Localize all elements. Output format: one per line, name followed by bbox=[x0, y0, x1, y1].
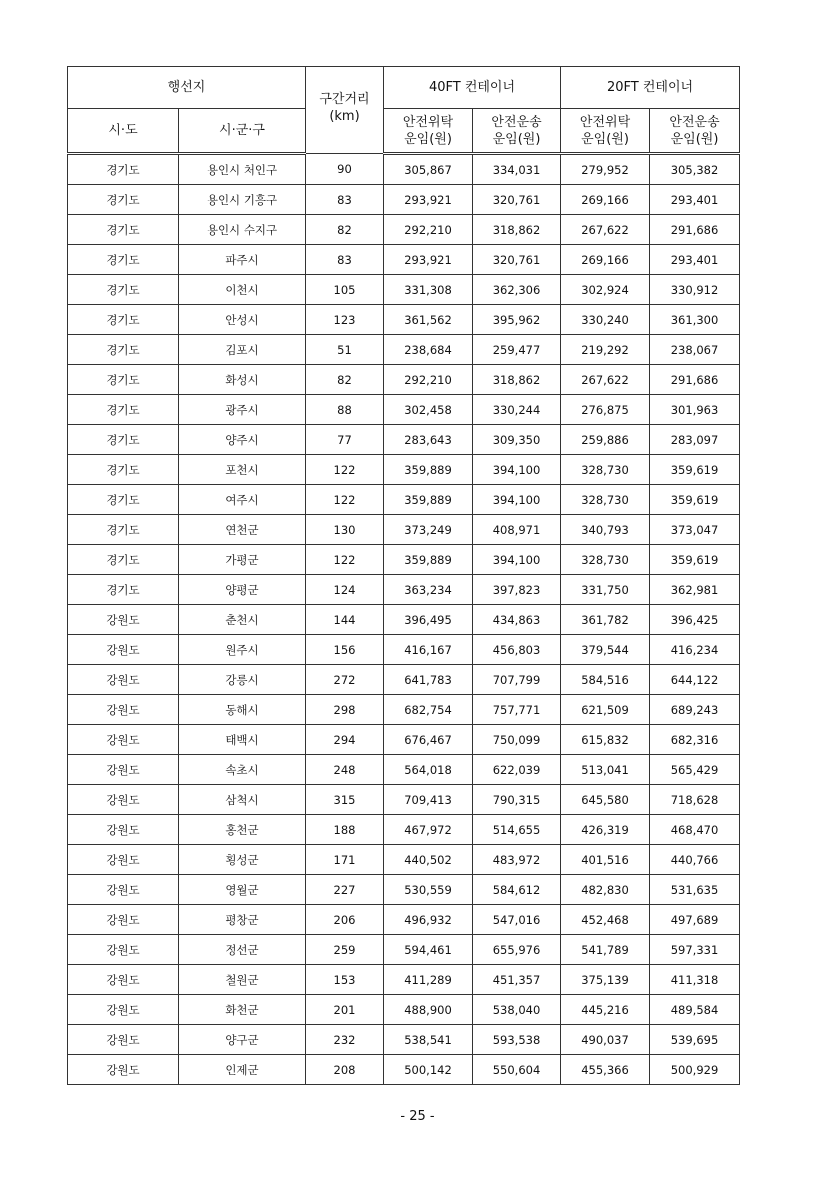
cell-40ft-entrust: 467,972 bbox=[384, 815, 473, 845]
cell-40ft-entrust: 359,889 bbox=[384, 485, 473, 515]
cell-40ft-transport: 750,099 bbox=[473, 725, 561, 755]
cell-40ft-transport: 397,823 bbox=[473, 575, 561, 605]
cell-20ft-transport: 293,401 bbox=[650, 245, 740, 275]
cell-20ft-transport: 682,316 bbox=[650, 725, 740, 755]
cell-40ft-transport: 394,100 bbox=[473, 545, 561, 575]
cell-40ft-entrust: 359,889 bbox=[384, 545, 473, 575]
cell-20ft-transport: 416,234 bbox=[650, 635, 740, 665]
cell-40ft-entrust: 641,783 bbox=[384, 665, 473, 695]
table-row bbox=[68, 545, 740, 575]
header-rate-label: 운임(원) bbox=[581, 131, 629, 147]
cell-40ft-transport: 362,306 bbox=[473, 275, 561, 305]
table-row bbox=[68, 1055, 740, 1085]
header-sido: 시·도 bbox=[68, 109, 179, 154]
cell-sigungu: 평창군 bbox=[179, 905, 306, 935]
cell-20ft-entrust: 259,886 bbox=[561, 425, 650, 455]
cell-40ft-entrust: 331,308 bbox=[384, 275, 473, 305]
cell-20ft-transport: 689,243 bbox=[650, 695, 740, 725]
cell-40ft-entrust: 238,684 bbox=[384, 335, 473, 365]
cell-20ft-transport: 597,331 bbox=[650, 935, 740, 965]
cell-sigungu: 용인시 기흥구 bbox=[179, 185, 306, 215]
cell-sido: 경기도 bbox=[68, 485, 179, 515]
cell-40ft-transport: 622,039 bbox=[473, 755, 561, 785]
header-transport-label: 안전운송 bbox=[669, 114, 720, 130]
cell-20ft-transport: 497,689 bbox=[650, 905, 740, 935]
cell-sigungu: 화성시 bbox=[179, 365, 306, 395]
cell-sigungu: 이천시 bbox=[179, 275, 306, 305]
cell-40ft-entrust: 293,921 bbox=[384, 185, 473, 215]
header-40ft: 40FT 컨테이너 bbox=[384, 67, 561, 109]
cell-40ft-transport: 320,761 bbox=[473, 185, 561, 215]
cell-20ft-transport: 330,912 bbox=[650, 275, 740, 305]
cell-sido: 강원도 bbox=[68, 635, 179, 665]
cell-40ft-entrust: 373,249 bbox=[384, 515, 473, 545]
cell-sigungu: 춘천시 bbox=[179, 605, 306, 635]
cell-sido: 강원도 bbox=[68, 815, 179, 845]
table-row bbox=[68, 965, 740, 995]
cell-40ft-transport: 757,771 bbox=[473, 695, 561, 725]
cell-40ft-entrust: 302,458 bbox=[384, 395, 473, 425]
cell-sigungu: 파주시 bbox=[179, 245, 306, 275]
cell-20ft-entrust: 269,166 bbox=[561, 245, 650, 275]
table-row bbox=[68, 425, 740, 455]
cell-40ft-transport: 259,477 bbox=[473, 335, 561, 365]
cell-distance: 171 bbox=[306, 845, 384, 875]
cell-20ft-entrust: 302,924 bbox=[561, 275, 650, 305]
cell-distance: 201 bbox=[306, 995, 384, 1025]
cell-20ft-entrust: 541,789 bbox=[561, 935, 650, 965]
cell-20ft-entrust: 445,216 bbox=[561, 995, 650, 1025]
cell-20ft-transport: 539,695 bbox=[650, 1025, 740, 1055]
cell-distance: 82 bbox=[306, 365, 384, 395]
cell-40ft-entrust: 305,867 bbox=[384, 154, 473, 185]
cell-distance: 105 bbox=[306, 275, 384, 305]
header-destination: 행선지 bbox=[68, 67, 306, 109]
cell-40ft-transport: 655,976 bbox=[473, 935, 561, 965]
cell-sigungu: 양구군 bbox=[179, 1025, 306, 1055]
cell-20ft-transport: 644,122 bbox=[650, 665, 740, 695]
cell-20ft-entrust: 645,580 bbox=[561, 785, 650, 815]
table-row bbox=[68, 515, 740, 545]
cell-sido: 강원도 bbox=[68, 695, 179, 725]
cell-sido: 경기도 bbox=[68, 335, 179, 365]
table-row bbox=[68, 935, 740, 965]
cell-20ft-entrust: 361,782 bbox=[561, 605, 650, 635]
table-row bbox=[68, 485, 740, 515]
cell-distance: 83 bbox=[306, 185, 384, 215]
cell-sido: 강원도 bbox=[68, 875, 179, 905]
table-row bbox=[68, 335, 740, 365]
cell-sigungu: 정선군 bbox=[179, 935, 306, 965]
cell-20ft-entrust: 615,832 bbox=[561, 725, 650, 755]
cell-20ft-transport: 396,425 bbox=[650, 605, 740, 635]
cell-distance: 124 bbox=[306, 575, 384, 605]
cell-40ft-transport: 790,315 bbox=[473, 785, 561, 815]
cell-20ft-transport: 359,619 bbox=[650, 485, 740, 515]
table-row bbox=[68, 1025, 740, 1055]
table-row bbox=[68, 695, 740, 725]
cell-sido: 강원도 bbox=[68, 725, 179, 755]
cell-20ft-entrust: 426,319 bbox=[561, 815, 650, 845]
cell-sido: 강원도 bbox=[68, 665, 179, 695]
cell-40ft-transport: 434,863 bbox=[473, 605, 561, 635]
cell-20ft-entrust: 328,730 bbox=[561, 485, 650, 515]
table-row bbox=[68, 455, 740, 485]
cell-40ft-transport: 514,655 bbox=[473, 815, 561, 845]
cell-40ft-entrust: 359,889 bbox=[384, 455, 473, 485]
cell-20ft-transport: 468,470 bbox=[650, 815, 740, 845]
cell-sido: 경기도 bbox=[68, 455, 179, 485]
cell-20ft-transport: 411,318 bbox=[650, 965, 740, 995]
table-row bbox=[68, 395, 740, 425]
cell-20ft-entrust: 267,622 bbox=[561, 365, 650, 395]
cell-20ft-entrust: 340,793 bbox=[561, 515, 650, 545]
header-entrust-label: 안전위탁 bbox=[402, 114, 454, 130]
cell-40ft-transport: 483,972 bbox=[473, 845, 561, 875]
table-row bbox=[68, 575, 740, 605]
cell-40ft-transport: 707,799 bbox=[473, 665, 561, 695]
cell-20ft-entrust: 379,544 bbox=[561, 635, 650, 665]
cell-distance: 122 bbox=[306, 485, 384, 515]
cell-sido: 강원도 bbox=[68, 1025, 179, 1055]
cell-sigungu: 화천군 bbox=[179, 995, 306, 1025]
table-row bbox=[68, 665, 740, 695]
cell-40ft-transport: 408,971 bbox=[473, 515, 561, 545]
table-row bbox=[68, 755, 740, 785]
cell-sigungu: 가평군 bbox=[179, 545, 306, 575]
cell-sigungu: 용인시 수지구 bbox=[179, 215, 306, 245]
cell-40ft-entrust: 283,643 bbox=[384, 425, 473, 455]
cell-sigungu: 홍천군 bbox=[179, 815, 306, 845]
header-distance bbox=[306, 67, 384, 154]
table-row bbox=[68, 215, 740, 245]
header-20ft-entrust bbox=[561, 109, 650, 154]
cell-sigungu: 용인시 처인구 bbox=[179, 154, 306, 185]
cell-sido: 경기도 bbox=[68, 305, 179, 335]
table-row bbox=[68, 154, 740, 185]
cell-sido: 경기도 bbox=[68, 365, 179, 395]
cell-40ft-transport: 318,862 bbox=[473, 365, 561, 395]
cell-40ft-entrust: 363,234 bbox=[384, 575, 473, 605]
cell-sigungu: 양주시 bbox=[179, 425, 306, 455]
cell-distance: 123 bbox=[306, 305, 384, 335]
cell-20ft-transport: 291,686 bbox=[650, 215, 740, 245]
cell-20ft-entrust: 584,516 bbox=[561, 665, 650, 695]
cell-sido: 경기도 bbox=[68, 215, 179, 245]
header-rate-label: 운임(원) bbox=[670, 131, 719, 147]
table-row bbox=[68, 785, 740, 815]
cell-distance: 259 bbox=[306, 935, 384, 965]
header-40ft-entrust bbox=[384, 109, 473, 154]
cell-40ft-transport: 451,357 bbox=[473, 965, 561, 995]
cell-40ft-entrust: 500,142 bbox=[384, 1055, 473, 1085]
cell-sigungu: 영월군 bbox=[179, 875, 306, 905]
cell-sido: 경기도 bbox=[68, 575, 179, 605]
header-20ft-transport bbox=[650, 109, 740, 154]
cell-distance: 130 bbox=[306, 515, 384, 545]
table-row bbox=[68, 995, 740, 1025]
cell-distance: 156 bbox=[306, 635, 384, 665]
cell-sido: 경기도 bbox=[68, 275, 179, 305]
cell-sido: 강원도 bbox=[68, 935, 179, 965]
cell-40ft-transport: 330,244 bbox=[473, 395, 561, 425]
cell-sigungu: 광주시 bbox=[179, 395, 306, 425]
cell-sido: 경기도 bbox=[68, 545, 179, 575]
cell-sigungu: 인제군 bbox=[179, 1055, 306, 1085]
cell-sigungu: 속초시 bbox=[179, 755, 306, 785]
cell-sigungu: 원주시 bbox=[179, 635, 306, 665]
table-row bbox=[68, 815, 740, 845]
cell-40ft-transport: 394,100 bbox=[473, 455, 561, 485]
cell-20ft-transport: 718,628 bbox=[650, 785, 740, 815]
cell-distance: 208 bbox=[306, 1055, 384, 1085]
cell-20ft-entrust: 482,830 bbox=[561, 875, 650, 905]
table-row bbox=[68, 875, 740, 905]
cell-20ft-entrust: 513,041 bbox=[561, 755, 650, 785]
cell-distance: 248 bbox=[306, 755, 384, 785]
cell-sido: 경기도 bbox=[68, 515, 179, 545]
cell-40ft-entrust: 292,210 bbox=[384, 365, 473, 395]
cell-distance: 298 bbox=[306, 695, 384, 725]
cell-20ft-transport: 489,584 bbox=[650, 995, 740, 1025]
cell-distance: 315 bbox=[306, 785, 384, 815]
cell-distance: 153 bbox=[306, 965, 384, 995]
cell-sigungu: 동해시 bbox=[179, 695, 306, 725]
cell-distance: 51 bbox=[306, 335, 384, 365]
cell-20ft-entrust: 455,366 bbox=[561, 1055, 650, 1085]
cell-20ft-transport: 293,401 bbox=[650, 185, 740, 215]
cell-sigungu: 철원군 bbox=[179, 965, 306, 995]
table-row bbox=[68, 725, 740, 755]
header-rate-label: 운임(원) bbox=[492, 131, 541, 147]
cell-40ft-entrust: 538,541 bbox=[384, 1025, 473, 1055]
cell-40ft-transport: 334,031 bbox=[473, 154, 561, 185]
cell-40ft-transport: 593,538 bbox=[473, 1025, 561, 1055]
cell-20ft-transport: 531,635 bbox=[650, 875, 740, 905]
header-20ft: 20FT 컨테이너 bbox=[561, 67, 740, 109]
cell-sido: 강원도 bbox=[68, 995, 179, 1025]
cell-40ft-entrust: 488,900 bbox=[384, 995, 473, 1025]
cell-20ft-entrust: 330,240 bbox=[561, 305, 650, 335]
cell-40ft-transport: 550,604 bbox=[473, 1055, 561, 1085]
table-row bbox=[68, 905, 740, 935]
table-header bbox=[68, 67, 740, 154]
cell-20ft-transport: 373,047 bbox=[650, 515, 740, 545]
cell-sido: 강원도 bbox=[68, 1055, 179, 1085]
header-40ft-transport bbox=[473, 109, 561, 154]
cell-20ft-transport: 291,686 bbox=[650, 365, 740, 395]
cell-20ft-transport: 440,766 bbox=[650, 845, 740, 875]
page-number: - 25 - bbox=[400, 1109, 435, 1124]
cell-sigungu: 여주시 bbox=[179, 485, 306, 515]
cell-40ft-entrust: 411,289 bbox=[384, 965, 473, 995]
cell-sigungu: 강릉시 bbox=[179, 665, 306, 695]
cell-20ft-entrust: 279,952 bbox=[561, 154, 650, 185]
cell-40ft-transport: 538,040 bbox=[473, 995, 561, 1025]
cell-40ft-transport: 547,016 bbox=[473, 905, 561, 935]
cell-distance: 82 bbox=[306, 215, 384, 245]
cell-distance: 122 bbox=[306, 545, 384, 575]
cell-40ft-transport: 584,612 bbox=[473, 875, 561, 905]
cell-sigungu: 삼척시 bbox=[179, 785, 306, 815]
cell-sigungu: 연천군 bbox=[179, 515, 306, 545]
cell-40ft-transport: 320,761 bbox=[473, 245, 561, 275]
cell-sido: 경기도 bbox=[68, 154, 179, 185]
cell-sido: 경기도 bbox=[68, 245, 179, 275]
cell-20ft-transport: 359,619 bbox=[650, 545, 740, 575]
cell-sigungu: 태백시 bbox=[179, 725, 306, 755]
cell-20ft-entrust: 452,468 bbox=[561, 905, 650, 935]
cell-sigungu: 안성시 bbox=[179, 305, 306, 335]
cell-40ft-entrust: 361,562 bbox=[384, 305, 473, 335]
cell-distance: 122 bbox=[306, 455, 384, 485]
cell-20ft-entrust: 331,750 bbox=[561, 575, 650, 605]
cell-40ft-entrust: 293,921 bbox=[384, 245, 473, 275]
table-row bbox=[68, 365, 740, 395]
cell-sigungu: 김포시 bbox=[179, 335, 306, 365]
cell-sido: 강원도 bbox=[68, 755, 179, 785]
cell-sido: 강원도 bbox=[68, 905, 179, 935]
table-row bbox=[68, 845, 740, 875]
cell-20ft-transport: 361,300 bbox=[650, 305, 740, 335]
cell-20ft-entrust: 267,622 bbox=[561, 215, 650, 245]
cell-40ft-transport: 395,962 bbox=[473, 305, 561, 335]
table-row bbox=[68, 635, 740, 665]
cell-20ft-transport: 238,067 bbox=[650, 335, 740, 365]
cell-sido: 강원도 bbox=[68, 785, 179, 815]
cell-40ft-entrust: 440,502 bbox=[384, 845, 473, 875]
table-row bbox=[68, 245, 740, 275]
cell-20ft-entrust: 401,516 bbox=[561, 845, 650, 875]
cell-distance: 272 bbox=[306, 665, 384, 695]
cell-distance: 227 bbox=[306, 875, 384, 905]
cell-40ft-entrust: 416,167 bbox=[384, 635, 473, 665]
cell-sigungu: 횡성군 bbox=[179, 845, 306, 875]
cell-distance: 232 bbox=[306, 1025, 384, 1055]
cell-20ft-transport: 301,963 bbox=[650, 395, 740, 425]
cell-40ft-entrust: 396,495 bbox=[384, 605, 473, 635]
cell-20ft-transport: 565,429 bbox=[650, 755, 740, 785]
cell-distance: 294 bbox=[306, 725, 384, 755]
cell-sigungu: 양평군 bbox=[179, 575, 306, 605]
cell-20ft-entrust: 269,166 bbox=[561, 185, 650, 215]
header-sigungu: 시·군·구 bbox=[179, 109, 306, 154]
header-transport-label: 안전운송 bbox=[491, 114, 542, 130]
cell-distance: 144 bbox=[306, 605, 384, 635]
cell-20ft-entrust: 490,037 bbox=[561, 1025, 650, 1055]
cell-20ft-transport: 362,981 bbox=[650, 575, 740, 605]
cell-distance: 206 bbox=[306, 905, 384, 935]
cell-sido: 경기도 bbox=[68, 395, 179, 425]
table-row bbox=[68, 275, 740, 305]
cell-20ft-transport: 359,619 bbox=[650, 455, 740, 485]
cell-20ft-entrust: 375,139 bbox=[561, 965, 650, 995]
cell-distance: 188 bbox=[306, 815, 384, 845]
cell-sido: 강원도 bbox=[68, 605, 179, 635]
cell-20ft-entrust: 219,292 bbox=[561, 335, 650, 365]
table-body bbox=[68, 154, 740, 1085]
cell-40ft-entrust: 292,210 bbox=[384, 215, 473, 245]
cell-40ft-entrust: 594,461 bbox=[384, 935, 473, 965]
table-row bbox=[68, 605, 740, 635]
cell-distance: 88 bbox=[306, 395, 384, 425]
cell-20ft-transport: 283,097 bbox=[650, 425, 740, 455]
cell-distance: 90 bbox=[306, 154, 384, 185]
cell-40ft-entrust: 709,413 bbox=[384, 785, 473, 815]
cell-40ft-entrust: 682,754 bbox=[384, 695, 473, 725]
cell-40ft-entrust: 496,932 bbox=[384, 905, 473, 935]
cell-40ft-entrust: 676,467 bbox=[384, 725, 473, 755]
cell-40ft-transport: 394,100 bbox=[473, 485, 561, 515]
header-rate-label: 운임(원) bbox=[404, 131, 452, 147]
cell-20ft-entrust: 621,509 bbox=[561, 695, 650, 725]
cell-40ft-transport: 456,803 bbox=[473, 635, 561, 665]
cell-sido: 강원도 bbox=[68, 845, 179, 875]
cell-40ft-entrust: 564,018 bbox=[384, 755, 473, 785]
table-row bbox=[68, 185, 740, 215]
cell-sido: 경기도 bbox=[68, 425, 179, 455]
header-distance-unit: (km) bbox=[329, 109, 360, 124]
cell-20ft-entrust: 328,730 bbox=[561, 545, 650, 575]
cell-20ft-transport: 305,382 bbox=[650, 154, 740, 185]
cell-40ft-transport: 309,350 bbox=[473, 425, 561, 455]
cell-20ft-entrust: 276,875 bbox=[561, 395, 650, 425]
cell-sigungu: 포천시 bbox=[179, 455, 306, 485]
header-entrust-label: 안전위탁 bbox=[579, 114, 631, 130]
table-row bbox=[68, 305, 740, 335]
cell-sido: 강원도 bbox=[68, 965, 179, 995]
header-distance-label: 구간거리 bbox=[319, 92, 370, 107]
cell-distance: 77 bbox=[306, 425, 384, 455]
cell-40ft-transport: 318,862 bbox=[473, 215, 561, 245]
cell-20ft-transport: 500,929 bbox=[650, 1055, 740, 1085]
cell-sido: 경기도 bbox=[68, 185, 179, 215]
cell-20ft-entrust: 328,730 bbox=[561, 455, 650, 485]
cell-distance: 83 bbox=[306, 245, 384, 275]
cell-40ft-entrust: 530,559 bbox=[384, 875, 473, 905]
freight-rate-table bbox=[67, 66, 740, 1085]
